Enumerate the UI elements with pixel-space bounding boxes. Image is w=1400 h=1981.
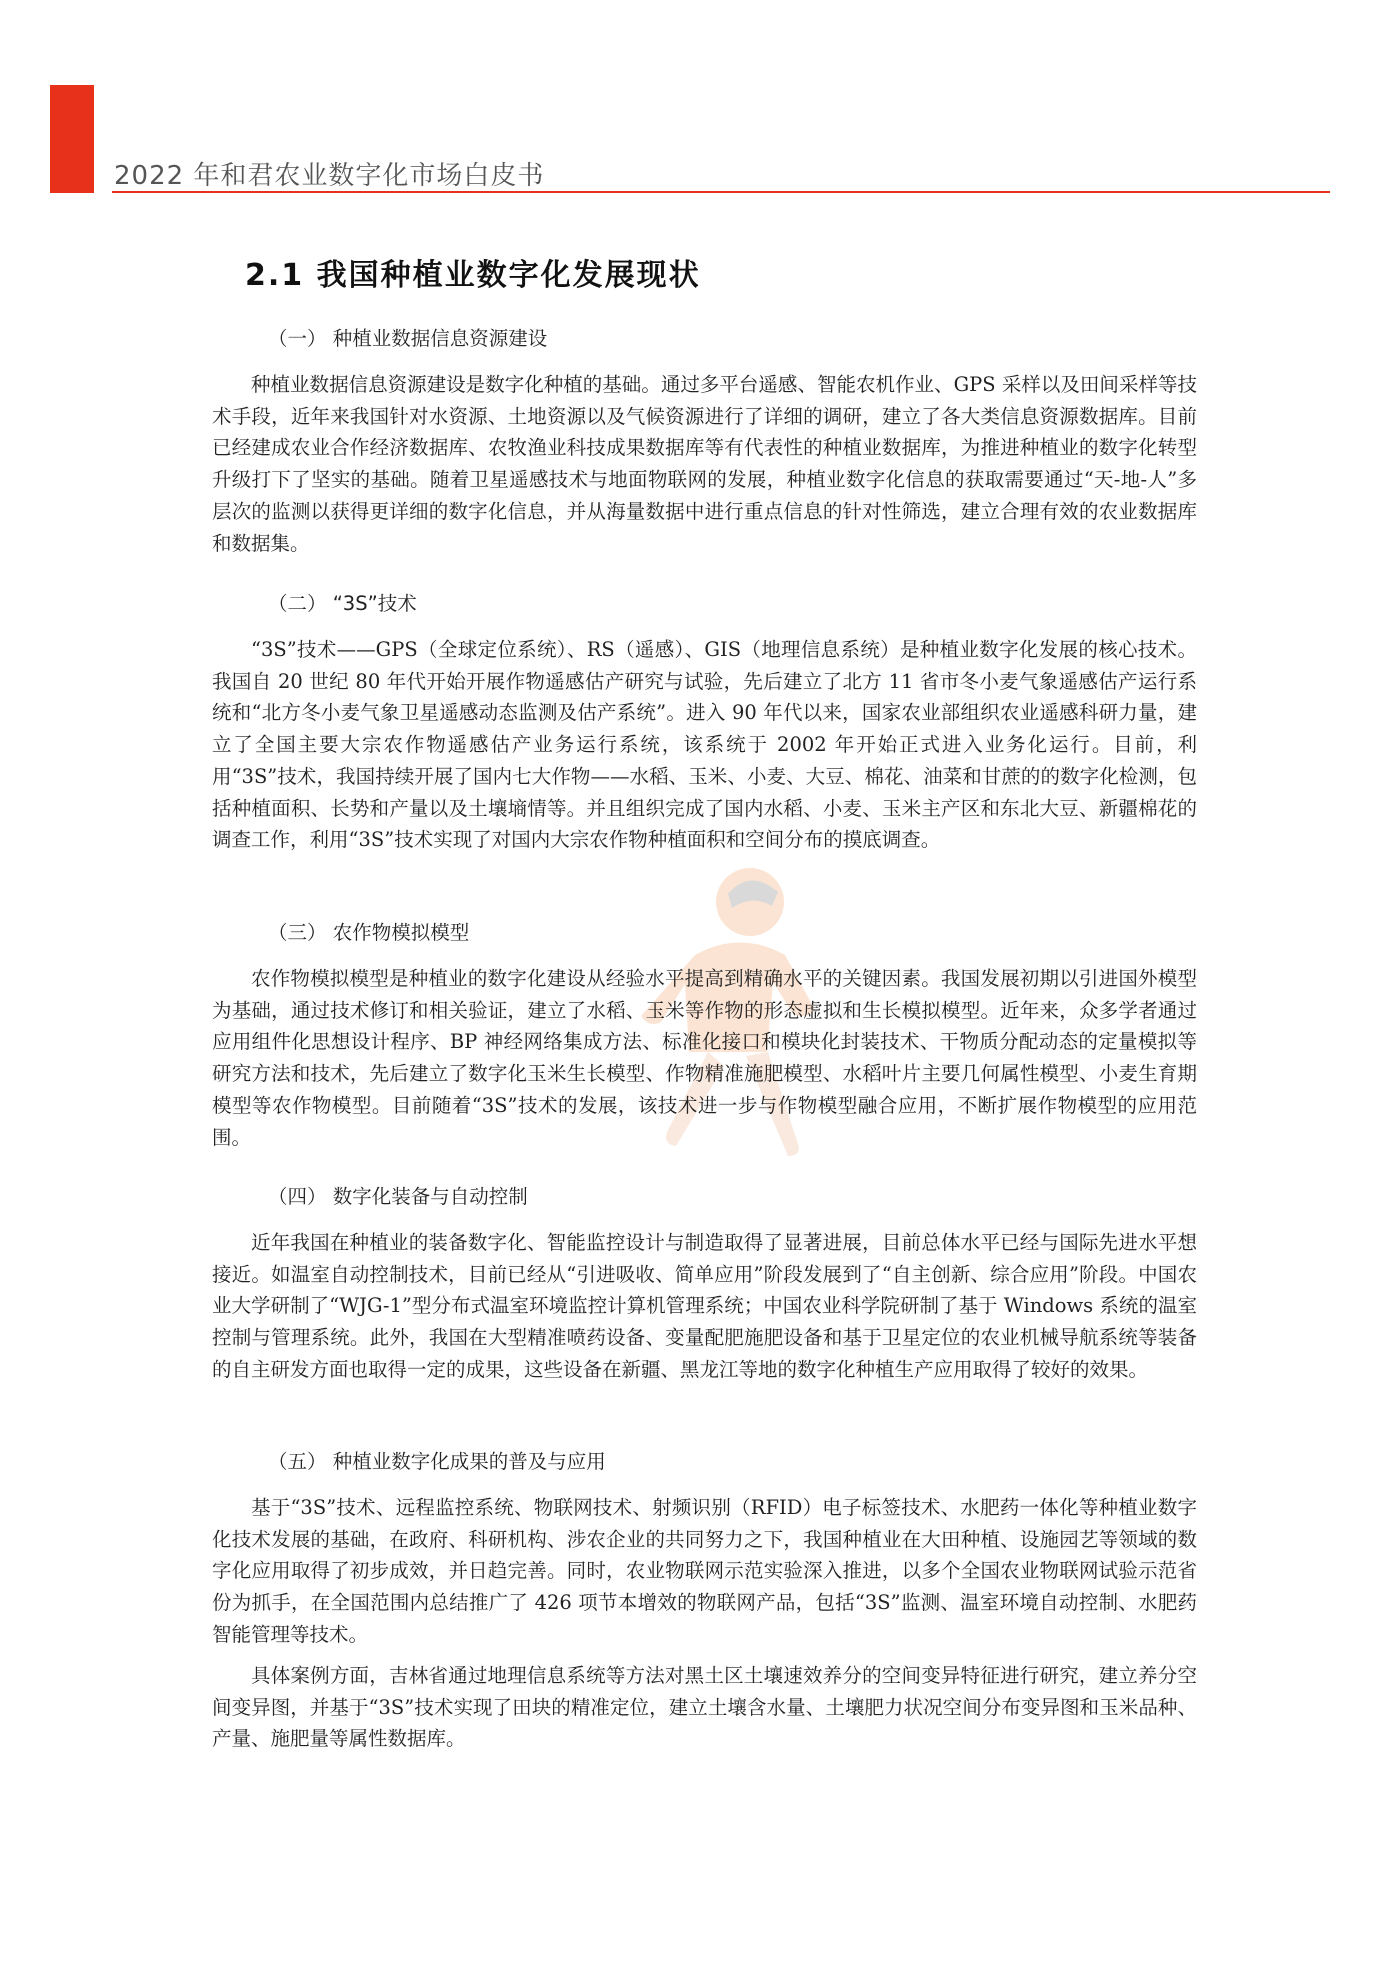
paragraph-3: 农作物模拟模型是种植业的数字化建设从经验水平提高到精确水平的关键因素。我国发展初期以引进国外模型为基础，通过技术修订和相关验证，建立了水稻、玉米等作物的形态虚拟和生长模拟模型。近年来，众多学者通过应用组件化思想设计程序、BP 神经网络集成方法、标准化接口和模块化封装技术、干物质分配动态的定量模拟等研究方法和技术，先后建立了数字化玉米生长模型、作物精准施肥模型、水稻叶片主要几何属性模型、小麦生育期模型等农作物模型。目前随着“3S”技术的发展，该技术进一步与作物模型融合应用，不断扩展作物模型的应用范围。 [212, 967, 1197, 1149]
subsection-heading-4: （四） 数字化装备与自动控制 [268, 1185, 528, 1208]
document-header-title: 2022 年和君农业数字化市场白皮书 [114, 161, 545, 191]
paragraph-6: 具体案例方面，吉林省通过地理信息系统等方法对黑土区土壤速效养分的空间变异特征进行研究，建立养分空间变异图，并基于“3S”技术实现了田块的精准定位，建立土壤含水量、土壤肥力状况空间分布变异图和玉米品种、产量、施肥量等属性数据库。 [212, 1664, 1197, 1751]
paragraph-1: 种植业数据信息资源建设是数字化种植的基础。通过多平台遥感、智能农机作业、GPS 采样以及田间采样等技术手段，近年来我国针对水资源、土地资源以及气候资源进行了详细的调研，建立了各大类信息资源数据库。目前已经建成农业合作经济数据库、农牧渔业科技成果数据库等有代表性的种植业数据库，为推进种植业的数字化转型升级打下了坚实的基础。随着卫星遥感技术与地面物联网的发展，种植业数字化信息的获取需要通过“天-地-人”多层次的监测以获得更详细的数字化信息，并从海量数据中进行重点信息的针对性筛选，建立合理有效的农业数据库和数据集。 [212, 373, 1197, 555]
paragraph-4: 近年我国在种植业的装备数字化、智能监控设计与制造取得了显著进展，目前总体水平已经与国际先进水平想接近。如温室自动控制技术，目前已经从“引进吸收、简单应用”阶段发展到了“自主创新、综合应用”阶段。中国农业大学研制了“WJG-1”型分布式温室环境监控计算机管理系统；中国农业科学院研制了基于 Windows 系统的温室控制与管理系统。此外，我国在大型精准喷药设备、变量配肥施肥设备和基于卫星定位的农业机械导航系统等装备的自主研发方面也取得一定的成果，这些设备在新疆、黑龙江等地的数字化种植生产应用取得了较好的效果。 [212, 1231, 1197, 1381]
subsection-heading-1: （一） 种植业数据信息资源建设 [268, 327, 548, 350]
subsection-heading-3: （三） 农作物模拟模型 [268, 921, 470, 944]
section-title: 2.1 我国种植业数字化发展现状 [245, 258, 701, 293]
paragraph-5: 基于“3S”技术、远程监控系统、物联网技术、射频识别（RFID）电子标签技术、水肥药一体化等种植业数字化技术发展的基础，在政府、科研机构、涉农企业的共同努力之下，我国种植业在大田种植、设施园艺等领域的数字化应用取得了初步成效，并日趋完善。同时，农业物联网示范实验深入推进，以多个全国农业物联网试验示范省份为抓手，在全国范围内总结推广了 426 项节本增效的物联网产品，包括“3S”监测、温室环境自动控制、水肥药智能管理等技术。 [212, 1496, 1197, 1646]
header-divider [112, 191, 1330, 193]
subsection-heading-2: （二） “3S”技术 [268, 592, 417, 615]
paragraph-2: “3S”技术——GPS（全球定位系统）、RS（遥感）、GIS（地理信息系统）是种植业数字化发展的核心技术。我国自 20 世纪 80 年代开始开展作物遥感估产研究与试验，先后建立了北方 11 省市冬小麦气象遥感估产运行系统和“北方冬小麦气象卫星遥感动态监测及估产系统”。进入 90 年代以来，国家农业部组织农业遥感科研力量，建立了全国主要大宗农作物遥感估产业务运行系统，该系统于 2002 年开始正式进入业务化运行。目前，利用“3S”技术，我国持续开展了国内七大作物——水稻、玉米、小麦、大豆、棉花、油菜和甘蔗的的数字化检测，包括种植面积、长势和产量以及土壤墒情等。并且组织完成了国内水稻、小麦、玉米主产区和东北大豆、新疆棉花的调查工作，利用“3S”技术实现了对国内大宗农作物种植面积和空间分布的摸底调查。 [212, 638, 1197, 852]
subsection-heading-5: （五） 种植业数字化成果的普及与应用 [268, 1450, 606, 1473]
header-accent-bar [50, 85, 94, 193]
